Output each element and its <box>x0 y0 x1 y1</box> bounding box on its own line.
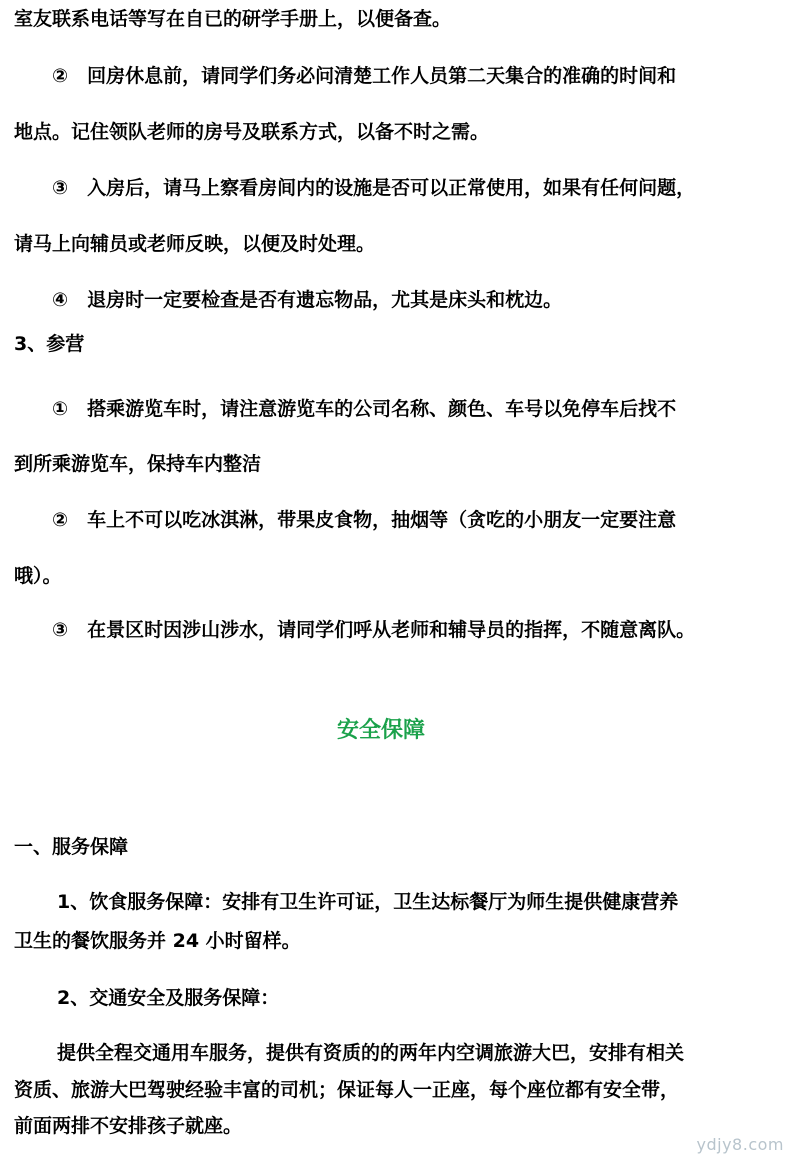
list-item-text: ③ 在景区时因涉山涉水，请同学们呼从老师和辅导员的指挥，不随意离队。 <box>52 619 696 641</box>
text-line: 请马上向辅员或老师反映，以便及时处理。 <box>14 233 376 255</box>
text-line: 到所乘游览车，保持车内整洁 <box>14 453 262 475</box>
list-item-text: ② 回房休息前，请同学们务必问清楚工作人员第二天集合的准确的时间和 <box>52 65 677 87</box>
list-item-text: ③ 入房后，请马上察看房间内的设施是否可以正常使用，如果有任何问题， <box>52 177 696 199</box>
paragraph-text: 2、交通安全及服务保障： <box>57 987 280 1009</box>
list-item-text: ① 搭乘游览车时，请注意游览车的公司名称、颜色、车号以免停车后找不 <box>52 398 677 420</box>
text-line: 地点。记住领队老师的房号及联系方式，以备不时之需。 <box>14 121 490 143</box>
paragraph-text: 提供全程交通用车服务，提供有资质的的两年内空调旅游大巴，安排有相关 <box>57 1042 685 1064</box>
text-line: 卫生的餐饮服务并 24 小时留样。 <box>14 930 301 952</box>
text-line: 资质、旅游大巴驾驶经验丰富的司机；保证每人一正座，每个座位都有安全带， <box>14 1079 680 1101</box>
text-line: 室友联系电话等写在自已的研学手册上，以便备查。 <box>14 8 452 30</box>
paragraph-text: 1、饮食服务保障：安排有卫生许可证，卫生达标餐厅为师生提供健康营养 <box>57 891 679 913</box>
text-line: 哦）。 <box>14 565 62 587</box>
subsection-heading: 3、参营 <box>14 333 85 355</box>
watermark: ydjy8.com <box>696 1135 784 1154</box>
text-line: 前面两排不安排孩子就座。 <box>14 1115 243 1137</box>
list-item-text: ② 车上不可以吃冰淇淋，带果皮食物，抽烟等（贪吃的小朋友一定要注意 <box>52 509 677 531</box>
section-title: 安全保障 <box>336 718 425 743</box>
list-item-text: ④ 退房时一定要检查是否有遗忘物品，尤其是床头和枕边。 <box>52 289 563 311</box>
section-heading: 一、服务保障 <box>14 836 129 858</box>
